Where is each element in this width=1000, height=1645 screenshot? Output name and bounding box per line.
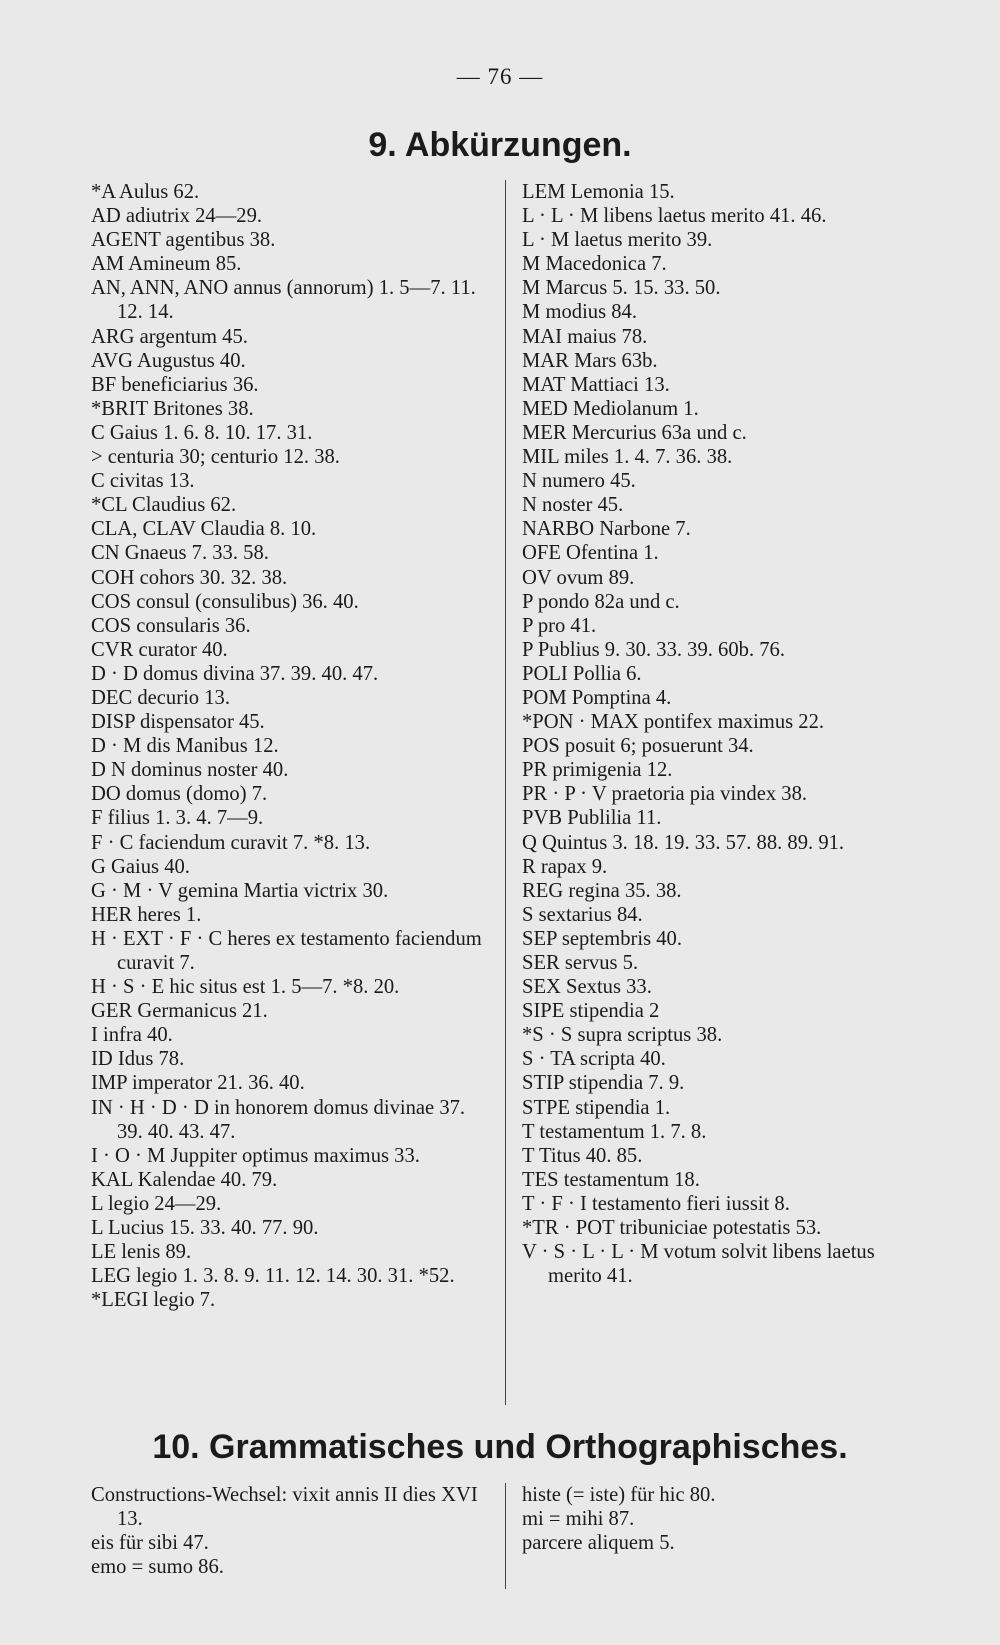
abbreviation-entry: ARG argentum 45. (91, 325, 248, 348)
abbreviation-entry: F · C faciendum curavit 7. *8. 13. (91, 831, 371, 854)
abbreviation-entry: HER heres 1. (91, 903, 202, 926)
abbreviation-entry: H · S · E hic situs est 1. 5—7. *8. 20. (91, 976, 400, 999)
abbreviation-entry: C Gaius 1. 6. 8. 10. 17. 31. (91, 421, 313, 444)
abbreviation-entry: STPE stipendia 1. (522, 1096, 671, 1119)
section-heading-abkuerzungen: 9. Abkürzungen. (368, 126, 632, 164)
abbreviation-entry: IMP imperator 21. 36. 40. (91, 1072, 305, 1095)
abbreviation-entry: *LEGI legio 7. (91, 1289, 216, 1312)
abbreviation-entry: POM Pomptina 4. (522, 686, 672, 709)
abbreviation-entry: KAL Kalendae 40. 79. (91, 1168, 278, 1191)
column-divider (505, 1483, 506, 1589)
abbreviation-entry: R rapax 9. (522, 855, 608, 878)
abbreviation-entry: Constructions-Wechsel: vixit annis II dies XVI 13. (91, 1484, 478, 1531)
abbreviation-entry: > centuria 30; centurio 12. 38. (91, 446, 340, 469)
abbreviation-entry: *BRIT Britones 38. (91, 397, 254, 420)
abbreviation-entry: AN, ANN, ANO annus (annorum) 1. 5—7. 11. 12. 14. (91, 277, 476, 324)
abbreviation-entry: COS consularis 36. (91, 614, 251, 637)
abbreviation-entry: histe (= iste) für hic 80. (522, 1484, 716, 1506)
abbreviation-entry: S sextarius 84. (522, 903, 643, 926)
abbreviation-entry: L · M laetus merito 39. (522, 229, 713, 252)
abbreviation-entry: AVG Augustus 40. (91, 349, 246, 372)
abbreviation-entry: POS posuit 6; posuerunt 34. (522, 735, 754, 758)
section-heading-grammatisches: 10. Grammatisches und Orthographisches. (152, 1428, 848, 1466)
abbreviation-entry: D · D domus divina 37. 39. 40. 47. (91, 662, 379, 685)
abbreviation-entry: AM Amineum 85. (91, 253, 242, 276)
abbreviation-entry: CN Gnaeus 7. 33. 58. (91, 542, 269, 565)
abbreviation-entry: CLA, CLAV Claudia 8. 10. (91, 518, 317, 541)
abbreviation-entry: MAR Mars 63b. (522, 349, 658, 372)
abbreviation-entry: DISP dispensator 45. (91, 711, 265, 734)
abbreviation-entry: S · TA scripta 40. (522, 1048, 666, 1071)
abbreviation-entry: COS consul (consulibus) 36. 40. (91, 590, 359, 613)
abbreviation-entry: *PON · MAX pontifex maximus 22. (522, 711, 825, 734)
abbreviation-entry: AGENT agentibus 38. (91, 229, 276, 252)
abbreviation-entry: Q Quintus 3. 18. 19. 33. 57. 88. 89. 91. (522, 831, 845, 854)
abbreviation-entry: L · L · M libens laetus merito 41. 46. (522, 205, 827, 228)
abbreviation-entry: M Macedonica 7. (522, 253, 667, 276)
abbreviation-entry: COH cohors 30. 32. 38. (91, 566, 288, 589)
abbreviation-entry: REG regina 35. 38. (522, 879, 682, 902)
abbreviation-entry: L legio 24—29. (91, 1192, 222, 1215)
abbreviation-entry: T · F · I testamento fieri iussit 8. (522, 1192, 790, 1215)
abbreviation-entry: BF beneficiarius 36. (91, 373, 259, 396)
abbreviation-entry: N noster 45. (522, 494, 624, 517)
abbreviation-entry: OV ovum 89. (522, 566, 635, 589)
abbreviation-entry: MED Mediolanum 1. (522, 397, 699, 420)
abbreviation-entry: IN · H · D · D in honorem domus divinae 37. 39. 40. 43. 47. (91, 1096, 466, 1143)
abbreviation-entry: SEX Sextus 33. (522, 976, 652, 999)
abbreviation-entry: N numero 45. (522, 470, 636, 493)
abbreviation-entry: SIPE stipendia 2 (522, 1000, 660, 1023)
abbreviation-entry: I · O · M Juppiter optimus maximus 33. (91, 1144, 420, 1167)
abbreviations-left-column (91, 180, 489, 1312)
abbreviation-entry: *S · S supra scriptus 38. (522, 1024, 723, 1047)
abbreviation-entry: P pondo 82a und c. (522, 590, 680, 613)
abbreviation-entry: AD adiutrix 24—29. (91, 205, 263, 228)
abbreviation-entry: I infra 40. (91, 1024, 173, 1047)
abbreviation-entry: P pro 41. (522, 614, 597, 637)
abbreviation-entry: D · M dis Manibus 12. (91, 735, 279, 758)
abbreviation-entry: MER Mercurius 63a und c. (522, 421, 747, 444)
abbreviation-entry: PR · P · V praetoria pia vindex 38. (522, 783, 808, 806)
abbreviation-entry: parcere aliquem 5. (522, 1532, 675, 1555)
abbreviation-entry: TES testamentum 18. (522, 1168, 700, 1191)
abbreviation-entry: MIL miles 1. 4. 7. 36. 38. (522, 446, 733, 469)
abbreviation-entry: PVB Publilia 11. (522, 807, 662, 830)
abbreviation-entry: POLI Pollia 6. (522, 662, 642, 685)
abbreviations-right-column (522, 180, 932, 1288)
abbreviation-entry: SER servus 5. (522, 952, 639, 974)
abbreviation-entry: LEM Lemonia 15. (522, 181, 675, 203)
abbreviation-entry: *A Aulus 62. (91, 181, 200, 203)
abbreviation-entry: OFE Ofentina 1. (522, 542, 659, 565)
abbreviation-entry: SEP septembris 40. (522, 927, 682, 950)
abbreviation-entry: *CL Claudius 62. (91, 494, 237, 517)
abbreviation-entry: eis für sibi 47. (91, 1532, 209, 1555)
abbreviation-entry: C civitas 13. (91, 470, 195, 493)
abbreviation-entry: F filius 1. 3. 4. 7—9. (91, 807, 264, 830)
abbreviation-entry: H · EXT · F · C heres ex testamento faciendum curavit 7. (91, 927, 482, 974)
abbreviation-entry: T testamentum 1. 7. 8. (522, 1120, 707, 1143)
abbreviation-entry: NARBO Narbone 7. (522, 518, 691, 541)
abbreviation-entry: G Gaius 40. (91, 855, 190, 878)
abbreviation-entry: ID Idus 78. (91, 1048, 185, 1071)
abbreviation-entry: P Publius 9. 30. 33. 39. 60b. 76. (522, 638, 785, 661)
abbreviation-entry: *TR · POT tribuniciae potestatis 53. (522, 1217, 822, 1240)
abbreviation-entry: M Marcus 5. 15. 33. 50. (522, 277, 721, 300)
abbreviation-entry: LE lenis 89. (91, 1241, 192, 1264)
abbreviation-entry: D N dominus noster 40. (91, 759, 289, 782)
page-number: — 76 — (456, 64, 544, 89)
abbreviation-entry: GER Germanicus 21. (91, 1000, 268, 1023)
grammar-left-column (91, 1483, 489, 1579)
abbreviation-entry: V · S · L · L · M votum solvit libens laetus merito 41. (522, 1241, 875, 1288)
abbreviation-entry: MAT Mattiaci 13. (522, 373, 670, 396)
abbreviation-entry: M modius 84. (522, 301, 637, 324)
abbreviation-entry: DEC decurio 13. (91, 686, 230, 709)
abbreviation-entry: mi = mihi 87. (522, 1508, 635, 1531)
abbreviation-entry: MAI maius 78. (522, 325, 648, 348)
abbreviation-entry: CVR curator 40. (91, 638, 228, 661)
grammar-right-column (522, 1483, 932, 1555)
column-divider (505, 180, 506, 1405)
abbreviation-entry: STIP stipendia 7. 9. (522, 1072, 685, 1095)
abbreviation-entry: emo = sumo 86. (91, 1556, 224, 1579)
abbreviation-entry: DO domus (domo) 7. (91, 783, 268, 806)
abbreviation-entry: LEG legio 1. 3. 8. 9. 11. 12. 14. 30. 31. *52. (91, 1265, 455, 1288)
abbreviation-entry: T Titus 40. 85. (522, 1144, 643, 1167)
abbreviation-entry: G · M · V gemina Martia victrix 30. (91, 879, 389, 902)
abbreviation-entry: L Lucius 15. 33. 40. 77. 90. (91, 1217, 319, 1240)
abbreviation-entry: PR primigenia 12. (522, 759, 673, 782)
